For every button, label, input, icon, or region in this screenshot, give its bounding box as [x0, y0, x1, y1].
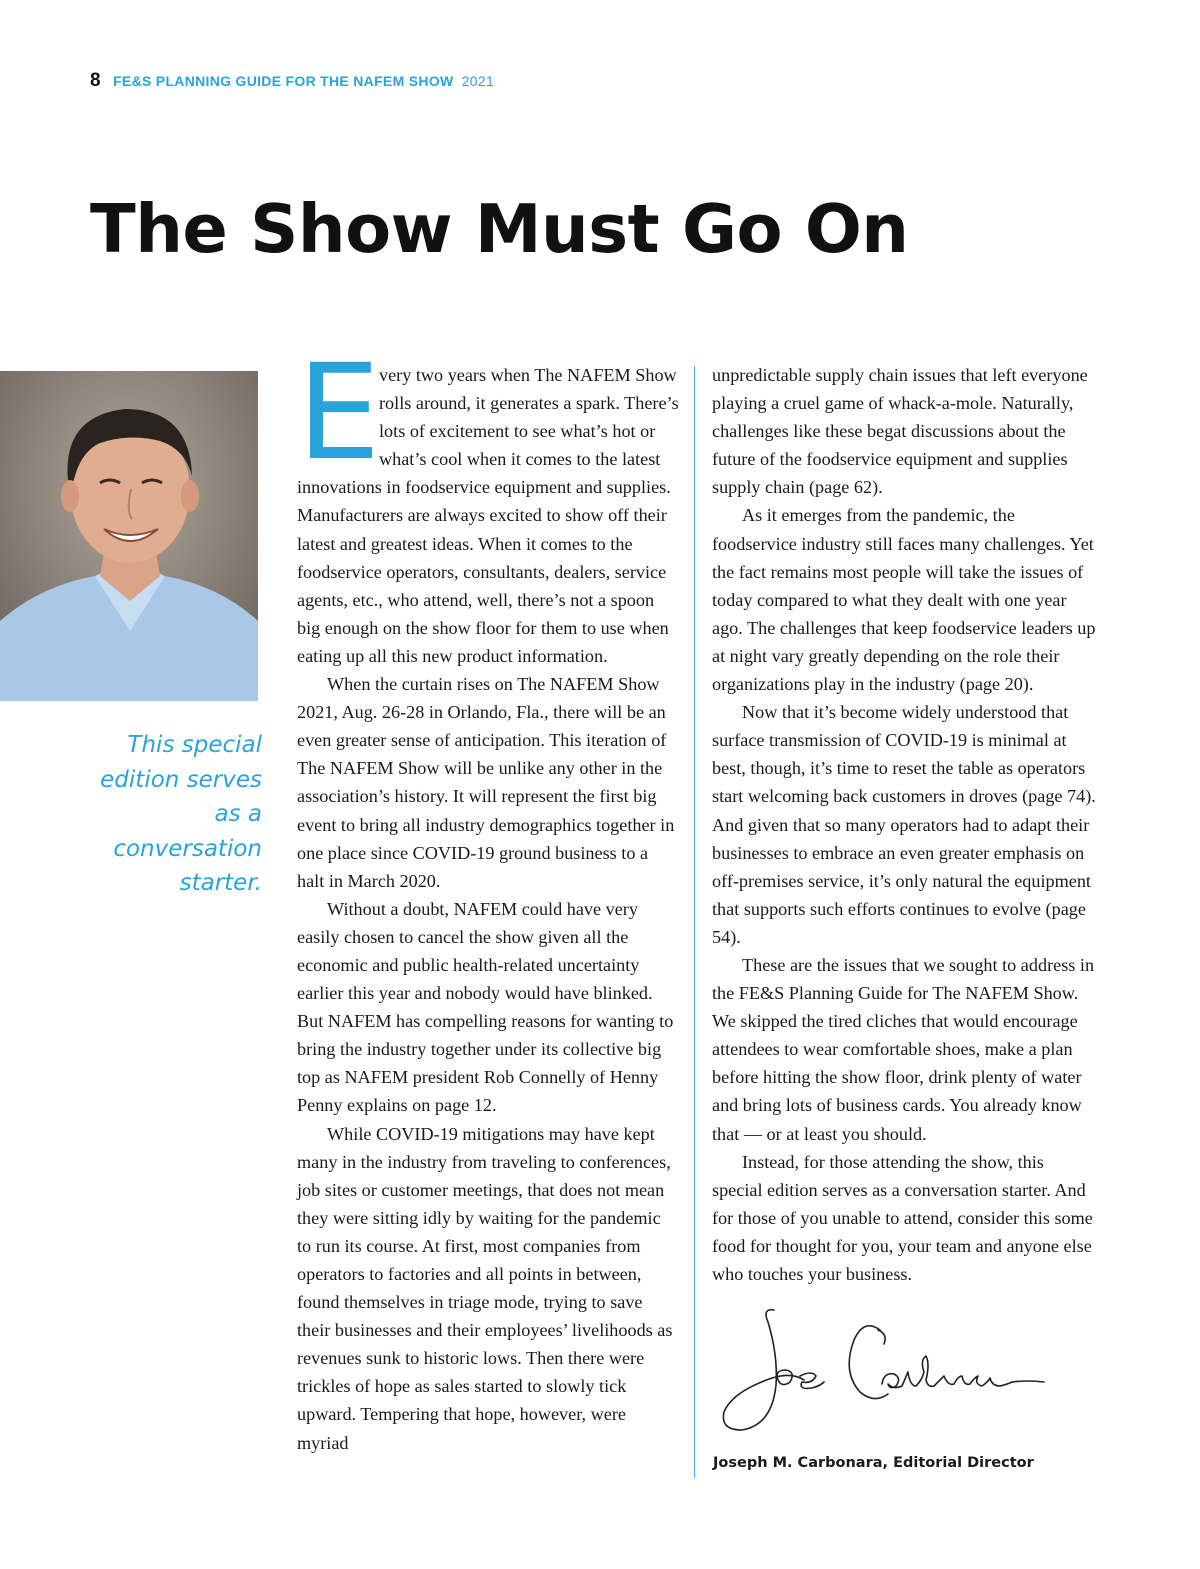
author-photo: [0, 371, 258, 701]
body-paragraph: As it emerges from the pandemic, the foodservice industry still faces many challenges. Yet the fact remains most people will take the issues of today compared to what they dealt with one year ago. The challenges that keep foodservice leaders up at night vary greatly depending on the role their organizations play in the industry (page 20).: [712, 505, 1096, 695]
body-paragraph: Instead, for those attending the show, this special edition serves as a conversation starter. And for those of you unable to attend, consider this some food for thought for you, your team and anyone else who touches your business.: [712, 1151, 1093, 1284]
running-header: [90, 70, 494, 92]
body-paragraph: These are the issues that we sought to address in the FE&S Planning Guide for The NAFEM Show. We skipped the tired cliches that would encourage attendees to wear comfortable shoes, make a plan before hitting the show floor, drink plenty of water and bring lots of business cards. You already know that — or at least you should.: [712, 954, 1095, 1144]
handwritten-signature: [712, 1300, 1052, 1440]
publication-year: 2021: [461, 73, 495, 89]
body-paragraph: very two years when The NAFEM Show rolls around, it generates a spark. There’s lots of excitement to see what’s hot or what’s cool when it comes to the latest innovations in foodservice equipment and supplies. Manufacturers are always excited to show off their latest and greatest ideas. When it comes to the foodservice operators, consultants, dealers, service agents, etc., who attend, well, there’s not a spoon big enough on the show floor for them to use when eating up all this new product information.: [297, 361, 679, 670]
article-column-right: [712, 361, 1096, 1288]
drop-cap-spacer: [297, 361, 379, 466]
column-divider: [694, 366, 695, 1478]
pull-quote: This special edition serves as a conversation starter.: [100, 732, 262, 896]
body-paragraph: Without a doubt, NAFEM could have very easily chosen to cancel the show given all the economic and public health-related uncertainty earlier this year and nobody would have blinked. But NAFEM has compelling reasons for wanting to bring the industry together under its collective big top as NAFEM president Rob Connelly of Henny Penny explains on page 12.: [297, 898, 674, 1116]
article-column-left: [297, 361, 679, 1457]
body-paragraph: While COVID-19 mitigations may have kept many in the industry from traveling to conferences, job sites or customer meetings, that does not mean they were sitting idly by waiting for the pandemic to run its course. At first, most companies from operators to factories and all points in between, found themselves in triage mode, trying to save their businesses and their employees’ livelihoods as revenues sunk to historic lows. Then there were trickles of hope as sales started to slowly tick upward. Tempering that hope, however, were myriad: [297, 1123, 673, 1453]
signature-caption: Joseph M. Carbonara, Editorial Director: [713, 1455, 1034, 1471]
page-number: 8: [90, 70, 101, 91]
body-paragraph: unpredictable supply chain issues that left everyone playing a cruel game of whack-a-mole. Naturally, challenges like these begat discussions about the future of the foodservice equipment and supplies supply chain (page 62).: [712, 365, 1088, 498]
body-paragraph: When the curtain rises on The NAFEM Show 2021, Aug. 26-28 in Orlando, Fla., there will be an even greater sense of anticipation. This iteration of The NAFEM Show will be unlike any other in the association’s history. It will represent the first big event to bring all industry demographics together in one place since COVID-19 ground business to a halt in March 2020.: [297, 674, 675, 891]
drop-cap: E: [297, 336, 381, 490]
body-paragraph: Now that it’s become widely understood that surface transmission of COVID-19 is minimal at best, though, it’s time to reset the table as operators start welcoming back customers in droves (page 74). And given that so many operators had to adapt their businesses to embrace an even greater emphasis on off-premises service, it’s only natural the equipment that supports such efforts continues to evolve (page 54).: [712, 702, 1096, 947]
article-title: The Show Must Go On: [90, 190, 909, 268]
publication-name: FE&S PLANNING GUIDE FOR THE NAFEM SHOW: [113, 73, 454, 89]
